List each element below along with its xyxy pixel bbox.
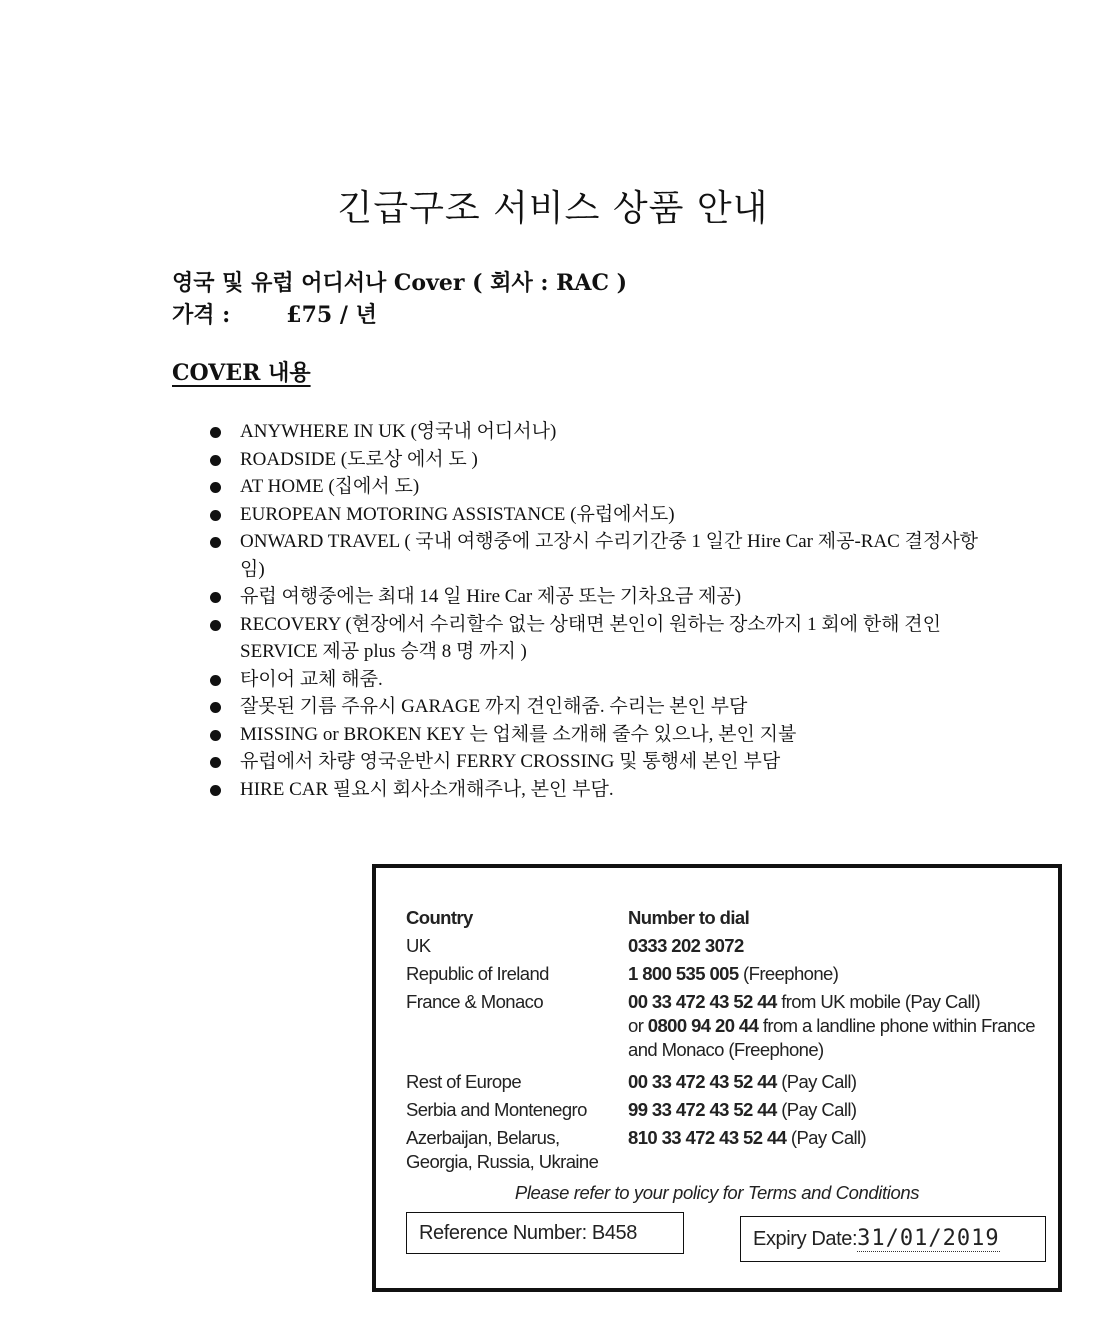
header-country: Country — [406, 907, 473, 928]
table-row — [406, 1124, 1046, 1174]
phone-number: 99 33 472 43 52 44 — [628, 1099, 777, 1120]
list-item-text: MISSING or BROKEN KEY 는 업체를 소개해 줄수 있으나, 본인 지불 — [240, 723, 797, 745]
list-item-text: 유럽 여행중에는 최대 14 일 Hire Car 제공 또는 기차요금 제공) — [240, 586, 742, 607]
list-item — [200, 748, 980, 776]
bullet-icon — [210, 620, 221, 631]
bullet-icon — [210, 702, 221, 713]
alt-phone-number: 0800 94 20 44 — [647, 1015, 759, 1036]
list-item — [200, 583, 980, 611]
expiry-date-box — [740, 1216, 1046, 1262]
list-item — [200, 418, 980, 446]
table-row — [406, 932, 1046, 960]
table-row — [406, 1096, 1046, 1124]
list-item — [200, 776, 980, 804]
list-item-text: 유럽에서 차량 영국운반시 FERRY CROSSING 및 통행세 본인 부담 — [240, 751, 781, 772]
list-item — [200, 693, 980, 721]
phone-note: from UK mobile (Pay Call) — [776, 991, 981, 1012]
list-item — [200, 473, 980, 501]
country-cell: Azerbaijan, Belarus, Georgia, Russia, Ukraine — [406, 1127, 599, 1172]
alt-prefix: or — [628, 1015, 648, 1036]
table-header-row — [406, 904, 1046, 932]
bullet-icon — [210, 592, 221, 603]
bullet-icon — [210, 510, 221, 521]
phone-number: 00 33 472 43 52 44 — [628, 1071, 777, 1092]
price-label: 가격 : — [172, 302, 231, 328]
page-title: 긴급구조 서비스 상품 안내 — [337, 188, 769, 229]
alt-phone-note: from a landline phone within France and Monaco (Freephone) — [628, 1015, 1035, 1060]
bullet-icon — [210, 757, 221, 768]
list-item-text: AT HOME (집에서 도) — [240, 476, 420, 497]
list-item-text: 잘못된 기름 주유시 GARAGE 까지 견인해줌. 수리는 본인 부담 — [240, 696, 748, 717]
expiry-date-handwritten: 31/01/2019 — [857, 1226, 1000, 1251]
bullet-icon — [210, 675, 221, 686]
coverage-line: 영국 및 유럽 어디서나 Cover ( 회사 : RAC ) — [172, 270, 628, 296]
phone-note: (Pay Call) — [786, 1127, 867, 1148]
bullet-icon — [210, 730, 221, 741]
number-cell — [628, 932, 1046, 960]
list-item-text: ANYWHERE IN UK (영국내 어디서나) — [240, 421, 557, 442]
phone-number: 00 33 472 43 52 44 — [628, 991, 777, 1012]
bullet-icon — [210, 455, 221, 466]
list-item-text: RECOVERY (현장에서 수리할수 없는 상태면 본인이 원하는 장소까지 1 회에 한해 견인 SERVICE 제공 plus 승객 8 명 까지 ) — [240, 613, 941, 662]
phone-note: (Pay Call) — [776, 1099, 857, 1120]
cover-list — [200, 418, 980, 803]
phone-number: 1 800 535 005 — [628, 963, 739, 984]
number-cell — [628, 960, 1046, 988]
header-number: Number to dial — [628, 907, 750, 928]
policy-note: Please refer to your policy for Terms and Conditions — [514, 1182, 920, 1203]
list-item — [200, 611, 980, 666]
bullet-icon — [210, 537, 221, 548]
list-item-text: 타이어 교체 해줌. — [240, 668, 383, 690]
list-item — [200, 721, 980, 749]
price-value: £75 / 년 — [286, 302, 377, 328]
list-item — [200, 501, 980, 529]
phone-note: (Pay Call) — [776, 1071, 857, 1092]
phone-number: 810 33 472 43 52 44 — [628, 1127, 787, 1148]
list-item — [200, 528, 980, 583]
table-row — [406, 988, 1046, 1068]
table-row — [406, 1068, 1046, 1096]
country-cell: Serbia and Montenegro — [406, 1099, 587, 1120]
list-item-text: EUROPEAN MOTORING ASSISTANCE (유럽에서도) — [240, 503, 675, 525]
contact-table — [406, 904, 1046, 1174]
country-cell: Rest of Europe — [406, 1071, 522, 1092]
bullet-icon — [210, 427, 221, 438]
bullet-icon — [210, 785, 221, 796]
country-cell: Republic of Ireland — [406, 963, 549, 984]
number-cell — [628, 1096, 1046, 1124]
list-item-text: HIRE CAR 필요시 회사소개해주나, 본인 부담. — [240, 778, 614, 800]
country-cell: UK — [406, 935, 431, 956]
cover-heading: COVER 내용 — [172, 360, 311, 386]
contact-box — [372, 864, 1062, 1292]
number-cell — [628, 988, 1046, 1068]
reference-number-box: Reference Number: B458 — [406, 1212, 684, 1254]
phone-number: 0333 202 3072 — [628, 935, 744, 956]
price-line — [172, 298, 377, 329]
number-cell — [628, 1124, 1046, 1174]
list-item — [200, 666, 980, 694]
list-item — [200, 446, 980, 474]
table-row — [406, 960, 1046, 988]
expiry-label: Expiry Date: — [753, 1228, 858, 1250]
number-cell — [628, 1068, 1046, 1096]
country-cell: France & Monaco — [406, 991, 544, 1012]
list-item-text: ROADSIDE (도로상 에서 도 ) — [240, 448, 478, 470]
list-item-text: ONWARD TRAVEL ( 국내 여행중에 고장시 수리기간중 1 일간 Hire Car 제공-RAC 결정사항임) — [240, 531, 979, 580]
bullet-icon — [210, 482, 221, 493]
phone-note: (Freephone) — [738, 963, 839, 984]
